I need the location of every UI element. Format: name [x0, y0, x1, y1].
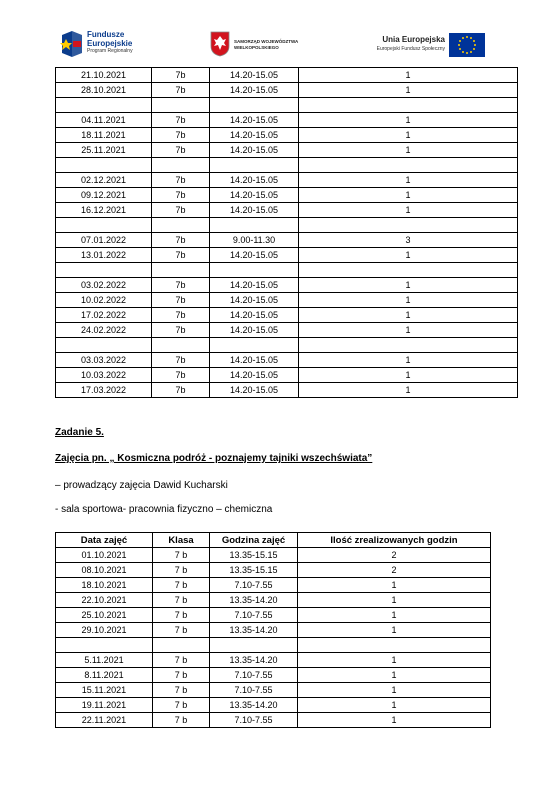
cell-hours: 1 [299, 128, 518, 143]
cell-class [152, 338, 210, 353]
header-hours: Ilość zrealizowanych godzin [298, 533, 491, 548]
cell-date: 10.03.2022 [56, 368, 152, 383]
cell-hours: 2 [298, 548, 491, 563]
cell-date [56, 338, 152, 353]
cell-hours: 1 [298, 653, 491, 668]
cell-time: 14.20-15.05 [210, 113, 299, 128]
cell-class: 7 b [153, 548, 210, 563]
header-date: Data zajęć [56, 533, 153, 548]
fe-title-line1: Fundusze [87, 30, 125, 39]
cell-date: 13.01.2022 [56, 248, 152, 263]
cell-hours [299, 338, 518, 353]
cell-class: 7 b [153, 608, 210, 623]
cell-hours: 1 [299, 368, 518, 383]
cell-time: 14.20-15.05 [210, 293, 299, 308]
cell-class: 7b [152, 248, 210, 263]
cell-class: 7b [152, 83, 210, 98]
samorzad-wielkopolska-logo [210, 26, 310, 66]
cell-time [210, 263, 299, 278]
cell-time: 13.35-14.20 [210, 623, 298, 638]
cell-date: 15.11.2021 [56, 683, 153, 698]
cell-class: 7b [152, 308, 210, 323]
cell-date: 08.10.2021 [56, 563, 153, 578]
cell-hours: 1 [298, 608, 491, 623]
wlkp-line1: SAMORZĄD WOJEWÓDZTWA [234, 39, 299, 44]
cell-hours: 1 [298, 683, 491, 698]
cell-class [153, 638, 210, 653]
cell-time: 13.35-14.20 [210, 593, 298, 608]
fundusze-europejskie-logo [60, 26, 170, 66]
table-row [56, 713, 491, 728]
cell-time: 9.00-11.30 [210, 233, 299, 248]
cell-hours: 1 [299, 113, 518, 128]
schedule-table-body [56, 68, 518, 398]
table-row [56, 353, 518, 368]
cell-time: 14.20-15.05 [210, 188, 299, 203]
cell-date: 8.11.2021 [56, 668, 153, 683]
cell-class: 7b [152, 203, 210, 218]
table-row [56, 158, 518, 173]
schedule-table-body [56, 548, 491, 728]
cell-date [56, 638, 153, 653]
cell-class [152, 158, 210, 173]
table-row [56, 218, 518, 233]
cell-date: 22.11.2021 [56, 713, 153, 728]
cell-time: 14.20-15.05 [210, 278, 299, 293]
cell-date: 5.11.2021 [56, 653, 153, 668]
table-row [56, 668, 491, 683]
table-row [56, 188, 518, 203]
cell-hours [299, 98, 518, 113]
cell-hours: 1 [299, 83, 518, 98]
cell-time: 13.35-15.15 [210, 563, 298, 578]
cell-hours: 3 [299, 233, 518, 248]
cell-time [210, 218, 299, 233]
cell-hours: 1 [299, 248, 518, 263]
cell-time [210, 638, 298, 653]
cell-time: 14.20-15.05 [210, 368, 299, 383]
cell-hours: 1 [299, 293, 518, 308]
cell-class [152, 263, 210, 278]
cell-hours [299, 263, 518, 278]
cell-hours [299, 158, 518, 173]
room-line: - sala sportowa- pracownia fizyczno – chemiczna [55, 504, 273, 515]
cell-hours [299, 218, 518, 233]
cell-class [152, 218, 210, 233]
cell-hours: 1 [298, 668, 491, 683]
cell-class: 7b [152, 188, 210, 203]
cell-time: 13.35-14.20 [210, 653, 298, 668]
cell-date: 04.11.2021 [56, 113, 152, 128]
cell-time: 14.20-15.05 [210, 203, 299, 218]
cell-date: 21.10.2021 [56, 68, 152, 83]
cell-class: 7b [152, 368, 210, 383]
cell-class: 7 b [153, 563, 210, 578]
cell-hours: 1 [299, 143, 518, 158]
cell-class: 7b [152, 143, 210, 158]
table-row [56, 338, 518, 353]
cell-time: 14.20-15.05 [210, 248, 299, 263]
table-row [56, 653, 491, 668]
cell-class: 7 b [153, 653, 210, 668]
cell-date: 10.02.2022 [56, 293, 152, 308]
table-row [56, 698, 491, 713]
cell-date: 16.12.2021 [56, 203, 152, 218]
cell-time: 14.20-15.05 [210, 128, 299, 143]
cell-class: 7b [152, 233, 210, 248]
cell-class: 7b [152, 293, 210, 308]
header-class: Klasa [153, 533, 210, 548]
table-row [56, 143, 518, 158]
table-row [56, 113, 518, 128]
cell-class: 7 b [153, 578, 210, 593]
table-row [56, 173, 518, 188]
table-row [56, 248, 518, 263]
table-row [56, 623, 491, 638]
cell-class: 7 b [153, 668, 210, 683]
cell-time: 14.20-15.05 [210, 143, 299, 158]
cell-hours: 2 [298, 563, 491, 578]
cell-hours: 1 [298, 698, 491, 713]
instructor-line: – prowadzący zajęcia Dawid Kucharski [55, 480, 228, 491]
table-row [56, 128, 518, 143]
cell-time [210, 338, 299, 353]
schedule-table-task-5 [55, 532, 491, 728]
table-row [56, 593, 491, 608]
cell-time: 13.35-14.20 [210, 698, 298, 713]
cell-date: 25.10.2021 [56, 608, 153, 623]
cell-class: 7b [152, 383, 210, 398]
fe-star-emblem-icon [60, 29, 84, 59]
table-row [56, 308, 518, 323]
cell-date: 19.11.2021 [56, 698, 153, 713]
table-row [56, 263, 518, 278]
header-logo-bar [60, 26, 484, 66]
cell-date [56, 218, 152, 233]
cell-date: 07.01.2022 [56, 233, 152, 248]
cell-date [56, 98, 152, 113]
cell-date: 18.11.2021 [56, 128, 152, 143]
cell-hours: 1 [298, 578, 491, 593]
cell-time: 7.10-7.55 [210, 713, 298, 728]
cell-date: 29.10.2021 [56, 623, 153, 638]
cell-class: 7 b [153, 593, 210, 608]
cell-time: 7.10-7.55 [210, 668, 298, 683]
cell-time: 14.20-15.05 [210, 68, 299, 83]
cell-hours: 1 [299, 383, 518, 398]
cell-date: 22.10.2021 [56, 593, 153, 608]
cell-hours: 1 [299, 203, 518, 218]
cell-class: 7 b [153, 698, 210, 713]
header-time: Godzina zajęć [210, 533, 298, 548]
cell-date: 18.10.2021 [56, 578, 153, 593]
eu-flag-icon [449, 33, 485, 57]
cell-class: 7 b [153, 623, 210, 638]
cell-date: 03.02.2022 [56, 278, 152, 293]
cell-date: 09.12.2021 [56, 188, 152, 203]
cell-class: 7b [152, 68, 210, 83]
table-row [56, 578, 491, 593]
ue-subtitle: Europejski Fundusz Społeczny [376, 46, 445, 52]
cell-date: 25.11.2021 [56, 143, 152, 158]
table-row [56, 293, 518, 308]
cell-hours: 1 [298, 593, 491, 608]
table-row [56, 323, 518, 338]
schedule-table-previous-task [55, 67, 518, 398]
cell-class: 7b [152, 278, 210, 293]
cell-hours: 1 [299, 353, 518, 368]
cell-class [152, 98, 210, 113]
cell-time: 14.20-15.05 [210, 323, 299, 338]
cell-hours: 1 [298, 623, 491, 638]
fe-title-line2: Europejskie [87, 39, 133, 48]
cell-date [56, 158, 152, 173]
cell-time: 7.10-7.55 [210, 608, 298, 623]
cell-hours: 1 [299, 173, 518, 188]
table-row [56, 368, 518, 383]
wlkp-line2: WIELKOPOLSKIEGO [234, 45, 279, 50]
cell-time: 14.20-15.05 [210, 383, 299, 398]
table-row [56, 638, 491, 653]
cell-class: 7b [152, 173, 210, 188]
cell-class: 7b [152, 128, 210, 143]
cell-hours: 1 [299, 68, 518, 83]
cell-date: 02.12.2021 [56, 173, 152, 188]
cell-class: 7b [152, 113, 210, 128]
cell-time [210, 98, 299, 113]
table-row [56, 548, 491, 563]
cell-date: 24.02.2022 [56, 323, 152, 338]
cell-date: 03.03.2022 [56, 353, 152, 368]
fe-subtitle: Program Regionalny [87, 48, 133, 54]
eagle-shield-icon [210, 31, 230, 57]
cell-time: 14.20-15.05 [210, 308, 299, 323]
cell-hours [298, 638, 491, 653]
table-row [56, 203, 518, 218]
ue-title: Unia Europejska [382, 35, 445, 44]
cell-date [56, 263, 152, 278]
cell-hours: 1 [299, 188, 518, 203]
table-row [56, 563, 491, 578]
cell-class: 7 b [153, 713, 210, 728]
cell-time: 7.10-7.55 [210, 578, 298, 593]
cell-time: 14.20-15.05 [210, 83, 299, 98]
cell-time: 14.20-15.05 [210, 173, 299, 188]
cell-time: 13.35-15.15 [210, 548, 298, 563]
cell-date: 01.10.2021 [56, 548, 153, 563]
cell-hours: 1 [299, 308, 518, 323]
table-header-row [56, 533, 491, 548]
cell-class: 7 b [153, 683, 210, 698]
cell-hours: 1 [299, 278, 518, 293]
course-title: Zajęcia pn. „ Kosmiczna podróż - poznajemy tajniki wszechświata” [55, 453, 373, 464]
table-row [56, 68, 518, 83]
cell-class: 7b [152, 353, 210, 368]
cell-time: 7.10-7.55 [210, 683, 298, 698]
unia-europejska-logo [365, 26, 485, 66]
cell-time [210, 158, 299, 173]
cell-time: 14.20-15.05 [210, 353, 299, 368]
cell-date: 17.02.2022 [56, 308, 152, 323]
cell-hours: 1 [299, 323, 518, 338]
table-row [56, 83, 518, 98]
table-row [56, 383, 518, 398]
table-row [56, 683, 491, 698]
cell-date: 28.10.2021 [56, 83, 152, 98]
table-row [56, 608, 491, 623]
cell-class: 7b [152, 323, 210, 338]
cell-hours: 1 [298, 713, 491, 728]
cell-date: 17.03.2022 [56, 383, 152, 398]
table-row [56, 233, 518, 248]
task-heading: Zadanie 5. [55, 427, 104, 438]
table-row [56, 98, 518, 113]
table-row [56, 278, 518, 293]
